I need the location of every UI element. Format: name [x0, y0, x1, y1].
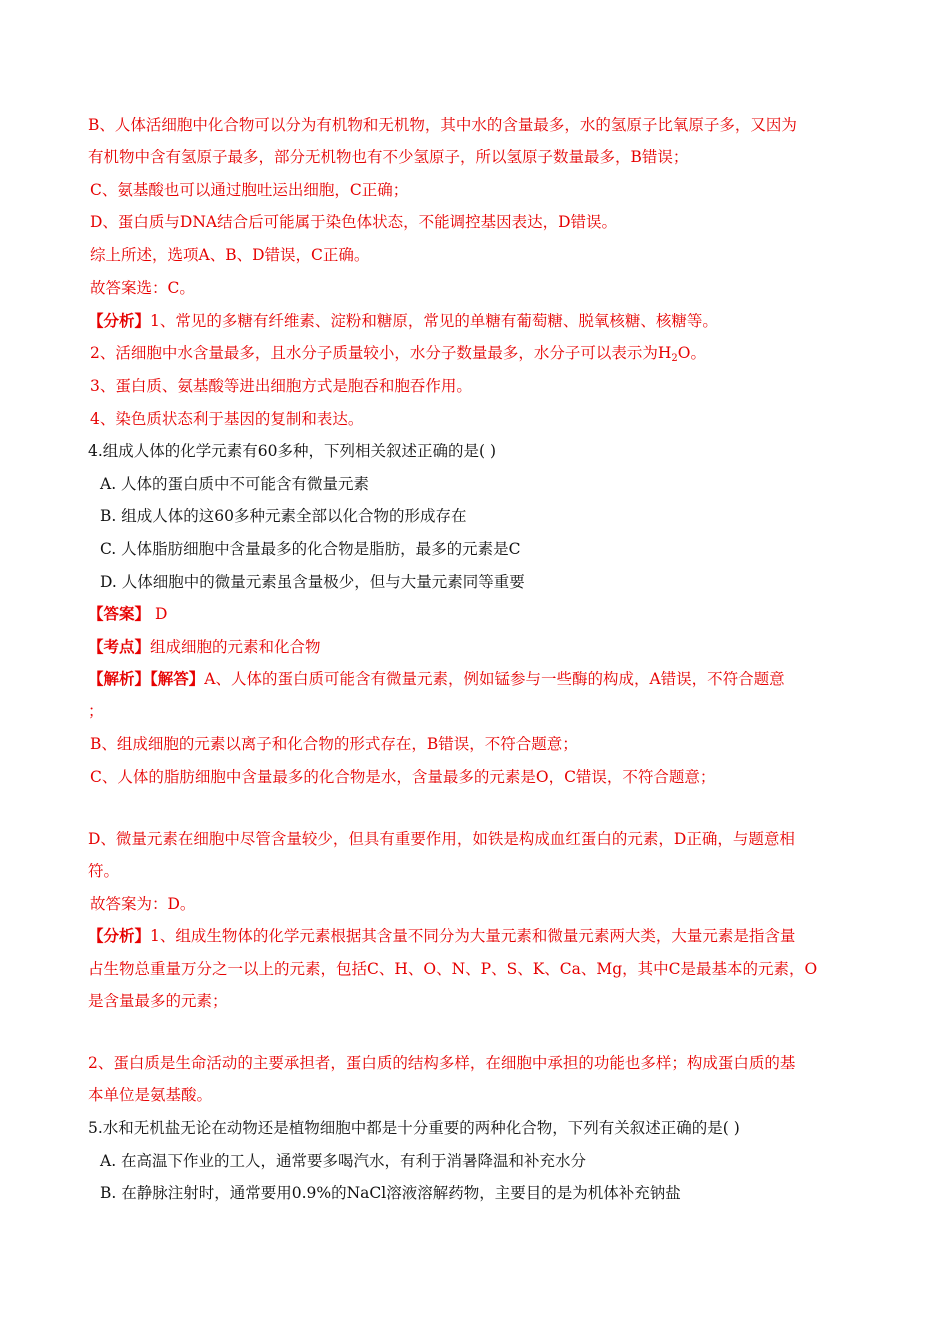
q4-option-c: C. 人体脂肪细胞中含量最多的化合物是脂肪，最多的元素是C — [100, 540, 521, 558]
q4-option-b: B. 组成人体的这60多种元素全部以化合物的形成存在 — [100, 507, 467, 525]
q4-option-a: A. 人体的蛋白质中不可能含有微量元素 — [100, 475, 370, 493]
q4-analysis-1a-text: 1、组成生物体的化学元素根据其含量不同分为大量元素和微量元素两大类，大量元素是指含量 — [150, 927, 796, 945]
prev-b-explain-line2: 有机物中含有氢原子最多，部分无机物也有不少氢原子，所以氢原子数量最多，B错误； — [88, 148, 689, 166]
q4-a-explain: A、人体的蛋白质可能含有微量元素，例如锰参与一些酶的构成，A错误，不符合题意 — [204, 670, 785, 688]
q4-analysis-1c: 是含量最多的元素； — [88, 992, 228, 1010]
prev-c-explain: C、氨基酸也可以通过胞吐运出细胞，C正确； — [90, 181, 409, 199]
prev-b-explain-line1: B、人体活细胞中化合物可以分为有机物和无机物，其中水的含量最多，水的氢原子比氧原子多，又因为 — [88, 116, 797, 134]
q4-kaodian-tag: 【考点】 — [88, 637, 151, 656]
prev-summary: 综上所述，选项A、B、D错误，C正确。 — [90, 246, 370, 264]
prev-analysis-2-end: O。 — [677, 344, 706, 362]
q4-stem: 4.组成人体的化学元素有60多种，下列相关叙述正确的是( ) — [88, 442, 497, 460]
q4-option-d: D. 人体细胞中的微量元素虽含量极少，但与大量元素同等重要 — [100, 573, 525, 591]
prev-final-answer: 故答案选：C。 — [90, 279, 195, 297]
q5-stem: 5.水和无机盐无论在动物还是植物细胞中都是十分重要的两种化合物，下列有关叙述正确的是( ) — [88, 1119, 740, 1137]
q4-final-answer: 故答案为：D。 — [90, 895, 196, 913]
q4-kaodian-text: 组成细胞的元素和化合物 — [150, 638, 321, 656]
q4-analysis-2b: 本单位是氨基酸。 — [88, 1086, 213, 1104]
q4-jiexi — [88, 669, 785, 689]
prev-analysis-1-text: 1、常见的多糖有纤维素、淀粉和糖原，常见的单糖有葡萄糖、脱氧核糖、核糖等。 — [150, 312, 718, 330]
prev-analysis-tag: 【分析】 — [88, 311, 151, 330]
q4-analysis-tag: 【分析】 — [88, 926, 151, 945]
q4-answer-tag: 【答案】 — [88, 604, 151, 623]
q4-analysis-2a: 2、蛋白质是生命活动的主要承担者，蛋白质的结构多样，在细胞中承担的功能也多样；构成蛋白质的基 — [88, 1054, 796, 1072]
q4-answer — [88, 604, 167, 624]
prev-d-explain: D、蛋白质与DNA结合后可能属于染色体状态，不能调控基因表达，D错误。 — [90, 213, 618, 231]
prev-analysis-2-text: 2、活细胞中水含量最多，且水分子质量较小，水分子数量最多，水分子可以表示为H — [90, 344, 672, 362]
prev-analysis-2-subscript: 2 — [671, 353, 678, 364]
q4-c-explain: C、人体的脂肪细胞中含量最多的化合物是水，含量最多的元素是O，C错误，不符合题意； — [90, 768, 716, 786]
prev-analysis-3: 3、蛋白质、氨基酸等进出细胞方式是胞吞和胞吞作用。 — [90, 377, 472, 395]
q4-analysis-1b: 占生物总重量万分之一以上的元素，包括C、H、O、N、P、S、K、Ca、Mg，其中C是最基本的元素，O — [88, 960, 818, 978]
q4-d-explain-line1: D、微量元素在细胞中尽管含量较少，但具有重要作用，如铁是构成血红蛋白的元素，D正确，与题意相 — [88, 830, 795, 848]
q4-answer-value: D — [154, 605, 168, 623]
q4-analysis-1a — [88, 926, 795, 946]
q5-option-b: B. 在静脉注射时，通常要用0.9%的NaCl溶液溶解药物，主要目的是为机体补充钠盐 — [100, 1184, 681, 1202]
prev-analysis-1 — [88, 311, 718, 331]
q4-jieda-tag: 【解答】 — [150, 669, 205, 688]
q4-a-explain-cont: ； — [88, 702, 104, 720]
q5-option-a: A. 在高温下作业的工人，通常要多喝汽水，有利于消暑降温和补充水分 — [100, 1152, 587, 1170]
prev-analysis-4: 4、染色质状态利于基因的复制和表达。 — [90, 410, 364, 428]
q4-b-explain: B、组成细胞的元素以离子和化合物的形式存在，B错误，不符合题意； — [90, 735, 578, 753]
q4-kaodian — [88, 637, 321, 657]
prev-analysis-2 — [90, 343, 706, 363]
q4-d-explain-line2: 符。 — [88, 862, 120, 880]
q4-jiexi-tag: 【解析】 — [88, 669, 151, 688]
